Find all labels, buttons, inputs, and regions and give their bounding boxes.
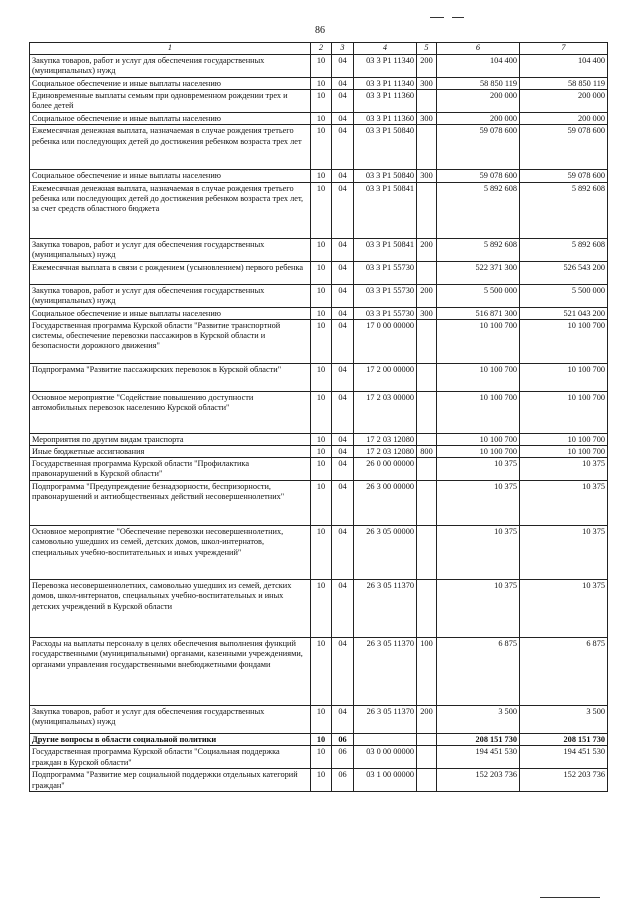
row-expense-type: 300 [417,307,437,319]
row-section: 10 [311,446,332,458]
row-amount-1: 10 375 [437,458,520,481]
row-subsection: 04 [332,125,354,170]
row-amount-1: 10 375 [437,526,520,580]
row-amount-2: 10 375 [520,458,608,481]
row-section: 10 [311,458,332,481]
row-expense-type: 300 [417,170,437,182]
table-row [30,706,608,734]
row-expense-type [417,363,437,391]
row-amount-2: 10 100 700 [520,363,608,391]
row-target: 03 3 P1 11340 [354,78,417,90]
column-header: 3 [332,43,354,55]
table-row [30,307,608,319]
top-scan-mark [430,17,444,18]
row-target: 26 3 05 11370 [354,638,417,706]
row-amount-2: 194 451 530 [520,746,608,769]
row-target: 17 2 00 00000 [354,363,417,391]
table-row [30,391,608,433]
table-row [30,481,608,526]
table-row [30,734,608,746]
row-expense-type: 200 [417,238,437,261]
row-amount-1: 200 000 [437,113,520,125]
row-section: 10 [311,284,332,307]
column-header: 7 [520,43,608,55]
row-name: Основное мероприятие "Обеспечение перевозки несовершеннолетних, самовольно ушедших из семей, детских домов, школ-интернатов, специальных учебно-воспитательных и иных учреждений" [30,526,311,580]
column-header: 6 [437,43,520,55]
row-amount-2: 5 500 000 [520,284,608,307]
row-expense-type: 200 [417,706,437,734]
row-amount-2: 10 100 700 [520,319,608,363]
row-target [354,734,417,746]
row-section: 10 [311,769,332,792]
row-expense-type: 100 [417,638,437,706]
row-section: 10 [311,481,332,526]
row-name: Другие вопросы в области социальной политики [30,734,311,746]
row-section: 10 [311,307,332,319]
table-row [30,170,608,182]
row-section: 10 [311,363,332,391]
row-section: 10 [311,55,332,78]
row-name: Социальное обеспечение и иные выплаты населению [30,307,311,319]
row-target: 03 3 P1 11340 [354,55,417,78]
row-subsection: 04 [332,78,354,90]
row-name: Государственная программа Курской области "Профилактика правонарушений в Курской области" [30,458,311,481]
row-expense-type: 200 [417,284,437,307]
row-subsection: 06 [332,769,354,792]
row-expense-type [417,125,437,170]
column-header: 5 [417,43,437,55]
row-target: 26 3 00 00000 [354,481,417,526]
table-row [30,284,608,307]
row-amount-1: 10 100 700 [437,363,520,391]
row-expense-type [417,734,437,746]
row-section: 10 [311,90,332,113]
row-amount-2: 10 100 700 [520,391,608,433]
row-target: 03 3 P1 55730 [354,284,417,307]
row-amount-2: 200 000 [520,113,608,125]
row-name: Ежемесячная денежная выплата, назначаемая в случае рождения третьего ребенка или последующих детей до достижения ребенком возраста трех лет, за счет средств областного бюджета [30,182,311,238]
row-name: Государственная программа Курской области "Развитие транспортной системы, обеспечение перевозки пассажиров в Курской области и безопасности дорожного движения" [30,319,311,363]
row-expense-type [417,319,437,363]
row-name: Мероприятия по другим видам транспорта [30,433,311,445]
row-amount-1: 522 371 300 [437,261,520,284]
row-section: 10 [311,638,332,706]
row-target: 03 1 00 00000 [354,769,417,792]
row-amount-1: 10 375 [437,580,520,638]
row-amount-1: 152 203 736 [437,769,520,792]
row-amount-2: 526 543 200 [520,261,608,284]
row-amount-2: 152 203 736 [520,769,608,792]
row-amount-2: 58 850 119 [520,78,608,90]
row-target: 03 3 P1 50840 [354,170,417,182]
row-name: Социальное обеспечение и иные выплаты населению [30,170,311,182]
row-section: 10 [311,580,332,638]
row-name: Закупка товаров, работ и услуг для обеспечения государственных (муниципальных) нужд [30,284,311,307]
row-name: Закупка товаров, работ и услуг для обеспечения государственных (муниципальных) нужд [30,238,311,261]
row-subsection: 04 [332,238,354,261]
row-amount-1: 104 400 [437,55,520,78]
row-name: Социальное обеспечение и иные выплаты населению [30,113,311,125]
row-amount-2: 5 892 608 [520,238,608,261]
row-section: 10 [311,433,332,445]
row-section: 10 [311,706,332,734]
table-row [30,182,608,238]
row-expense-type [417,769,437,792]
row-section: 10 [311,261,332,284]
column-header: 4 [354,43,417,55]
row-section: 10 [311,125,332,170]
row-target: 26 0 00 00000 [354,458,417,481]
row-section: 10 [311,113,332,125]
row-target: 26 3 05 11370 [354,580,417,638]
row-name: Государственная программа Курской области "Социальная поддержка граждан в Курской области" [30,746,311,769]
row-expense-type: 300 [417,113,437,125]
table-row [30,90,608,113]
row-amount-1: 10 375 [437,481,520,526]
row-section: 10 [311,526,332,580]
row-amount-2: 200 000 [520,90,608,113]
row-expense-type [417,458,437,481]
row-subsection: 04 [332,446,354,458]
row-name: Единовременные выплаты семьям при одновременном рождении трех и более детей [30,90,311,113]
table-row [30,433,608,445]
row-amount-1: 58 850 119 [437,78,520,90]
row-section: 10 [311,734,332,746]
row-amount-2: 59 078 600 [520,170,608,182]
row-subsection: 04 [332,182,354,238]
row-target: 26 3 05 00000 [354,526,417,580]
row-expense-type [417,90,437,113]
row-target: 03 3 P1 50840 [354,125,417,170]
row-target: 03 3 P1 50841 [354,182,417,238]
table-row [30,769,608,792]
row-subsection: 04 [332,706,354,734]
row-amount-2: 6 875 [520,638,608,706]
row-expense-type [417,580,437,638]
row-amount-1: 10 100 700 [437,446,520,458]
row-amount-1: 6 875 [437,638,520,706]
row-amount-1: 10 100 700 [437,319,520,363]
row-amount-2: 104 400 [520,55,608,78]
row-target: 03 3 P1 55730 [354,261,417,284]
row-name: Подпрограмма "Развитие мер социальной поддержки отдельных категорий граждан" [30,769,311,792]
row-amount-1: 59 078 600 [437,125,520,170]
top-scan-mark [452,17,464,18]
row-subsection: 06 [332,746,354,769]
row-expense-type [417,746,437,769]
row-subsection: 04 [332,481,354,526]
column-number-row [30,43,608,55]
row-section: 10 [311,319,332,363]
row-name: Социальное обеспечение и иные выплаты населению [30,78,311,90]
row-subsection: 04 [332,363,354,391]
row-amount-1: 5 892 608 [437,238,520,261]
table-row [30,261,608,284]
page-number: 86 [315,25,325,36]
row-amount-2: 10 100 700 [520,433,608,445]
row-expense-type [417,391,437,433]
row-name: Закупка товаров, работ и услуг для обеспечения государственных (муниципальных) нужд [30,55,311,78]
row-section: 10 [311,391,332,433]
row-amount-2: 3 500 [520,706,608,734]
row-subsection: 04 [332,307,354,319]
row-subsection: 04 [332,580,354,638]
row-subsection: 04 [332,55,354,78]
row-amount-2: 5 892 608 [520,182,608,238]
column-header: 2 [311,43,332,55]
row-name: Закупка товаров, работ и услуг для обеспечения государственных (муниципальных) нужд [30,706,311,734]
row-amount-2: 10 375 [520,526,608,580]
row-amount-1: 516 871 300 [437,307,520,319]
table-row [30,78,608,90]
row-amount-1: 200 000 [437,90,520,113]
row-subsection: 04 [332,433,354,445]
row-expense-type: 800 [417,446,437,458]
row-amount-1: 208 151 730 [437,734,520,746]
row-name: Подпрограмма "Предупреждение безнадзорности, беспризорности, правонарушений и антиобщественных действий несовершеннолетних" [30,481,311,526]
budget-table [29,42,608,792]
row-subsection: 04 [332,170,354,182]
row-target: 03 3 P1 55730 [354,307,417,319]
row-expense-type [417,433,437,445]
table-row [30,526,608,580]
table-row [30,238,608,261]
row-name: Расходы на выплаты персоналу в целях обеспечения выполнения функций государственными (муниципальными) органами, казенными учреждениями, органами управления государственными внебюджетными фондами [30,638,311,706]
table-row [30,458,608,481]
row-expense-type [417,526,437,580]
row-amount-1: 194 451 530 [437,746,520,769]
row-expense-type [417,182,437,238]
row-subsection: 06 [332,734,354,746]
row-subsection: 04 [332,319,354,363]
row-name: Подпрограмма "Развитие пассажирских перевозок в Курской области" [30,363,311,391]
row-section: 10 [311,78,332,90]
row-section: 10 [311,182,332,238]
row-subsection: 04 [332,526,354,580]
row-section: 10 [311,238,332,261]
row-target: 03 3 P1 11360 [354,90,417,113]
row-amount-2: 521 043 200 [520,307,608,319]
table-row [30,746,608,769]
row-amount-2: 59 078 600 [520,125,608,170]
table-row [30,580,608,638]
row-expense-type [417,481,437,526]
row-name: Основное мероприятие "Содействие повышению доступности автомобильных перевозок населению Курской области" [30,391,311,433]
row-subsection: 04 [332,90,354,113]
row-amount-1: 5 500 000 [437,284,520,307]
row-amount-2: 10 375 [520,481,608,526]
row-subsection: 04 [332,638,354,706]
row-subsection: 04 [332,284,354,307]
row-section: 10 [311,170,332,182]
row-name: Ежемесячная выплата в связи с рождением (усыновлением) первого ребенка [30,261,311,284]
row-target: 17 2 03 00000 [354,391,417,433]
table-row [30,113,608,125]
table-row [30,363,608,391]
row-amount-1: 10 100 700 [437,391,520,433]
row-amount-1: 5 892 608 [437,182,520,238]
bottom-scan-mark [540,897,600,898]
row-amount-1: 3 500 [437,706,520,734]
row-target: 17 2 03 12080 [354,433,417,445]
row-subsection: 04 [332,261,354,284]
row-target: 26 3 05 11370 [354,706,417,734]
row-target: 17 2 03 12080 [354,446,417,458]
column-header: 1 [30,43,311,55]
table-row [30,319,608,363]
row-amount-2: 10 375 [520,580,608,638]
row-target: 03 3 P1 50841 [354,238,417,261]
row-name: Иные бюджетные ассигнования [30,446,311,458]
row-expense-type: 200 [417,55,437,78]
table-row [30,638,608,706]
row-amount-1: 10 100 700 [437,433,520,445]
table-row [30,125,608,170]
row-subsection: 04 [332,113,354,125]
row-name: Ежемесячная денежная выплата, назначаемая в случае рождения третьего ребенка или последующих детей до достижения ребенком возраста трех лет [30,125,311,170]
row-subsection: 04 [332,458,354,481]
row-amount-2: 208 151 730 [520,734,608,746]
row-target: 17 0 00 00000 [354,319,417,363]
row-amount-1: 59 078 600 [437,170,520,182]
row-amount-2: 10 100 700 [520,446,608,458]
row-expense-type [417,261,437,284]
row-section: 10 [311,746,332,769]
row-subsection: 04 [332,391,354,433]
table-row [30,55,608,78]
table-row [30,446,608,458]
row-name: Перевозка несовершеннолетних, самовольно ушедших из семей, детских домов, школ-интернатов, специальных учебно-воспитательных и иных детских учреждений в Курской области [30,580,311,638]
row-target: 03 0 00 00000 [354,746,417,769]
row-expense-type: 300 [417,78,437,90]
row-target: 03 3 P1 11360 [354,113,417,125]
